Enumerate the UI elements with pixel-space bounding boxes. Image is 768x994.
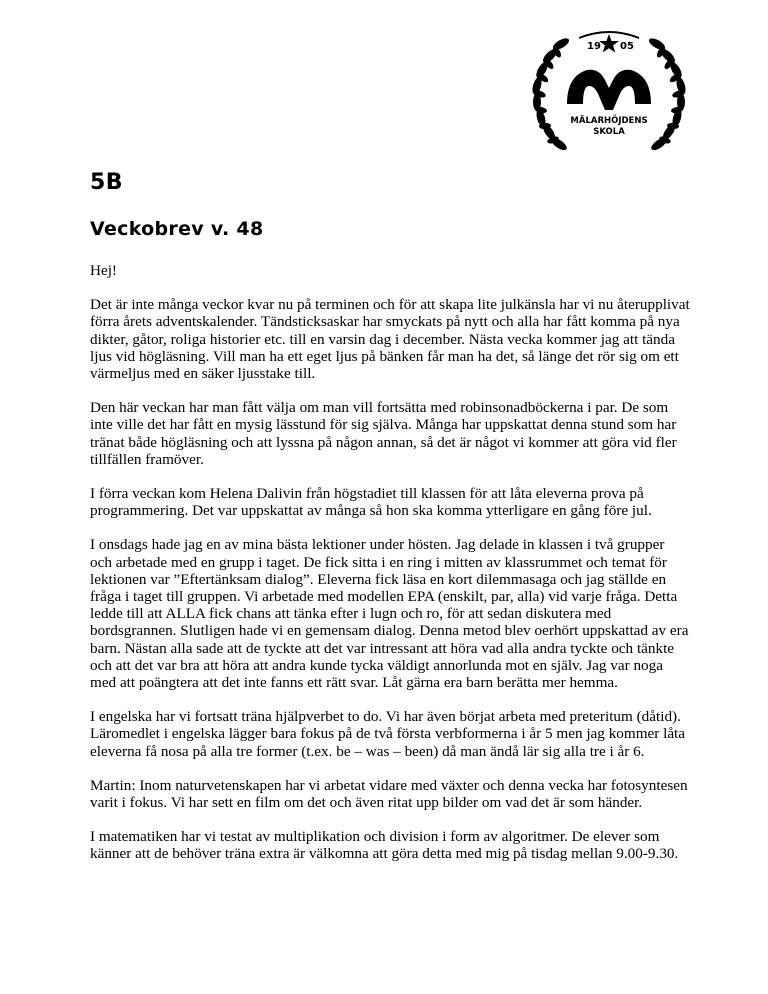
logo-name-line1: MÄLARHÖJDENS	[570, 116, 648, 126]
logo-m-letter	[567, 70, 651, 110]
paragraph: I förra veckan kom Helena Dalivin från högstadiet till klassen för att låta eleverna prova på programmering. Det var uppskattat av många så hon ska komma ytterligare en gång före jul.	[90, 485, 652, 520]
paragraph: I engelska har vi fortsatt träna hjälpverbet to do. Vi har även börjat arbeta med preteritum (dåtid). Läromedlet i engelska lägger bara fokus på de två första verbformerna i år 5 men jag kommer låta eleverna få nosa på alla tre former (t.ex. be – was – been) då man ändå lär sig alla tre i år 6.	[90, 708, 686, 760]
class-heading: 5B	[90, 170, 124, 195]
logo-year-left: 19	[587, 41, 601, 52]
laurel-left-icon	[531, 36, 571, 152]
school-logo	[527, 22, 691, 172]
star-icon	[599, 34, 619, 53]
logo-year-right: 05	[620, 41, 634, 52]
letter-title: Veckobrev v. 48	[90, 218, 264, 240]
paragraph: I onsdags hade jag en av mina bästa lektioner under hösten. Jag delade in klassen i två grupper och arbetade med en grupp i taget. De fick sitta i en ring i mitten av klassrummet och temat för lektionen var ”Eftertänksam dialog”. Eleverna fick läsa en kort dilemmasaga och jag ställde en fråga i taget till gruppen. Vi arbetade med modellen EPA (enskilt, par, alla) vid varje fråga. Detta ledde till att ALLA fick chans att tänka efter i lugn och ro, för att sedan diskutera med bordsgrannen. Slutligen hade vi en gemensam dialog. Denna metod blev oerhört uppskattad av era barn. Nästan alla sade att de tyckte att det var intressant att höra vad alla andra tyckte och tänkte och att det var bra att höra att andra kunde tycka väldigt annorlunda mot en själv. Jag var noga med att poängtera att det inte fanns ett rätt svar. Låt gärna era barn berätta mer hemma.	[90, 536, 689, 692]
paragraph: Martin: Inom naturvetenskapen har vi arbetat vidare med växter och denna vecka har fotosyntesen varit i fokus. Vi har sett en film om det och även ritat upp bilder om vad det är som händer.	[90, 776, 688, 812]
paragraph: Det är inte många veckor kvar nu på terminen och för att skapa lite julkänsla har vi nu återupplivat förra årets adventskalender. Tändsticksaskar har smyckats på nytt och alla har fått komma på nya dikter, gåtor, roliga historier etc. till en varsin dag i december. Nästa vecka kommer jag att tända ljus vid högläsning. Vill man ha ett eget ljus på bänken får man ha det, så länge det rör sig om ett värmeljus med en säker ljusstake till.	[90, 296, 690, 383]
paragraph: Den här veckan har man fått välja om man vill fortsätta med robinsonadböckerna i par. De som inte ville det har fått en mysig lässtund för sig själva. Många har uppskattat denna stund som har tränat både högläsning och att lyssna på någon annan, så det är något vi kommer att göra vid fler tillfällen framöver.	[90, 399, 677, 468]
laurel-right-icon	[647, 36, 687, 152]
paragraph: I matematiken har vi testat av multiplikation och division i form av algoritmer. De elever som känner att de behöver träna extra är välkomna att göra detta med mig på tisdag mellan 9.00-9.30.	[90, 828, 679, 863]
logo-name-line2: SKOLA	[593, 127, 625, 137]
greeting: Hej!	[90, 262, 117, 279]
letter-body	[90, 262, 690, 880]
